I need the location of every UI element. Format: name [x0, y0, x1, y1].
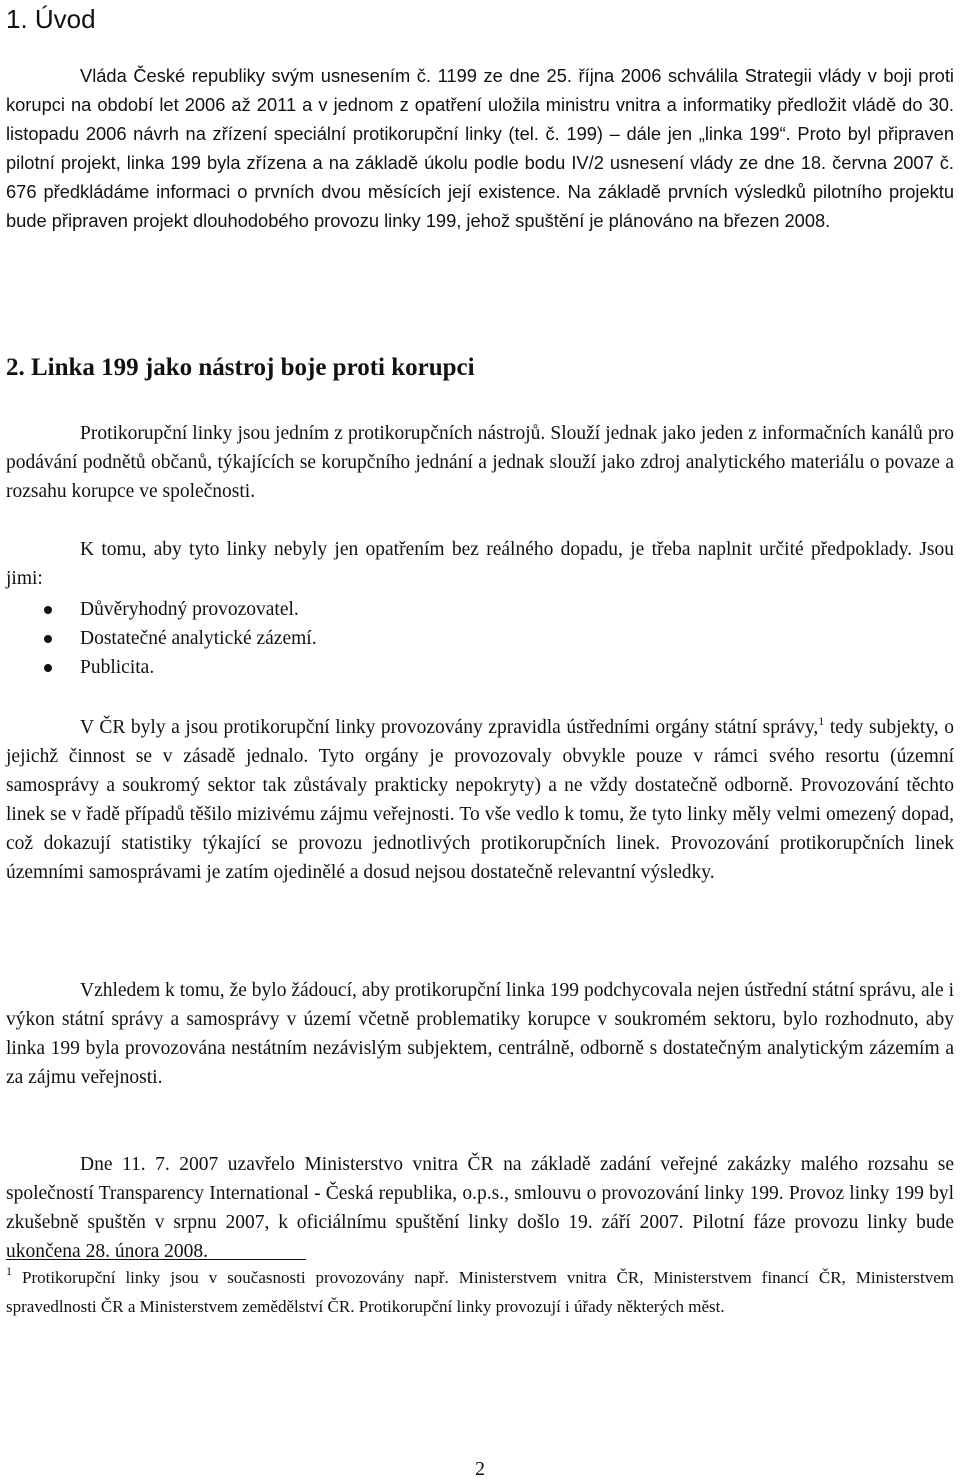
footnote	[6, 1263, 954, 1321]
list-item	[6, 595, 954, 624]
section-1-paragraph: Vláda České republiky svým usnesením č. 1199 ze dne 25. října 2006 schválila Strategii vlády v boji proti korupci na období let 2006 až 2011 a v jednom z opatření uložila ministru vnitra a informatiky předložit vládě do 30. listopadu 2006 návrh na zřízení speciální protikorupční linky (tel. č. 199) – dále jen „linka 199“. Proto byl připraven pilotní projekt, linka 199 byla zřízena a na základě úkolu podle bodu IV/2 usnesení vlády ze dne 18. června 2007 č. 676 předkládáme informaci o prvních dvou měsících její existence. Na základě prvních výsledků pilotního projektu bude připraven projekt dlouhodobého provozu linky 199, jehož spuštění je plánováno na březen 2008.	[6, 65, 954, 231]
list-item	[6, 653, 954, 682]
bullet-icon	[44, 664, 52, 672]
bullet-icon	[44, 635, 52, 643]
list-item-text: Dostatečné analytické zázemí.	[80, 628, 317, 649]
footnote-reference[interactable]: 1	[818, 714, 825, 728]
footnote-text: Protikorupční linky jsou v současnosti provozovány např. Ministerstvem vnitra ČR, Ministerstvem financí ČR, Ministerstvem spravedlnosti ČR a Ministerstvem zemědělství ČR. Protikorupční linky provozují i úřady některých měst.	[6, 1268, 954, 1316]
prerequisites-list	[6, 595, 954, 682]
paragraph-3-text-start: V ČR byly a jsou protikorupční linky provozovány zpravidla ústředními orgány státní správy,	[80, 717, 819, 738]
list-item-text: Publicita.	[80, 657, 155, 678]
section-2-paragraph-1: Protikorupční linky jsou jedním z protikorupčních nástrojů. Slouží jednak jako jeden z informačních kanálů pro podávání podnětů občanů, týkajících se korupčního jednání a jednak slouží jako zdroj analytického materiálu o povaze a rozsahu korupce ve společnosti.	[6, 423, 954, 502]
footnote-marker: 1	[6, 1264, 12, 1278]
footnote-divider	[6, 1259, 306, 1260]
paragraph-3-text-rest: tedy subjekty, o jejichž činnost se v zásadě jednalo. Tyto orgány je provozovaly obvykle pouze v rámci svého resortu (územní samosprávy a soukromý sektor tak zůstávaly prakticky nepokryty) a ne vždy dostatečně odborně. Provozování těchto linek se v řadě případů těšilo mizivému zájmu veřejnosti. To vše vedlo k tomu, že tyto linky měly velmi omezený dopad, což dokazují statistiky týkající se provozu jednotlivých protikorupčních linek. Provozování protikorupčních linek územními samosprávami je zatím ojedinělé a dosud nejsou dostatečně relevantní výsledky.	[6, 717, 955, 883]
section-1-heading: 1. Úvod	[6, 4, 96, 34]
section-2-heading: 2. Linka 199 jako nástroj boje proti korupci	[6, 354, 475, 381]
section-2-paragraph-5: Dne 11. 7. 2007 uzavřelo Ministerstvo vnitra ČR na základě zadání veřejné zakázky malého rozsahu se společností Transparency International - Česká republika, o.p.s., smlouvu o provozování linky 199. Provoz linky 199 byl zkušebně spuštěn v srpnu 2007, k oficiálnímu spuštění linky došlo 19. září 2007. Pilotní fáze provozu linky bude ukončena 28. února 2008.	[6, 1154, 954, 1262]
bullet-icon	[44, 606, 52, 614]
section-2-paragraph-4: Vzhledem k tomu, že bylo žádoucí, aby protikorupční linka 199 podchycovala nejen ústřední státní správu, ale i výkon státní správy a samosprávy v území včetně problematiky korupce v soukromém sektoru, bylo rozhodnuto, aby linka 199 byla provozována nestátním nezávislým subjektem, centrálně, odborně s dostatečným analytickým zázemím a za zájmu veřejnosti.	[6, 980, 954, 1088]
page-number: 2	[475, 1458, 485, 1480]
section-2-paragraph-3	[6, 713, 954, 887]
list-item-text: Důvěryhodný provozovatel.	[80, 599, 299, 620]
section-2-paragraph-2: K tomu, aby tyto linky nebyly jen opatřením bez reálného dopadu, je třeba naplnit určité předpoklady. Jsou jimi:	[6, 539, 954, 589]
list-item	[6, 624, 954, 653]
